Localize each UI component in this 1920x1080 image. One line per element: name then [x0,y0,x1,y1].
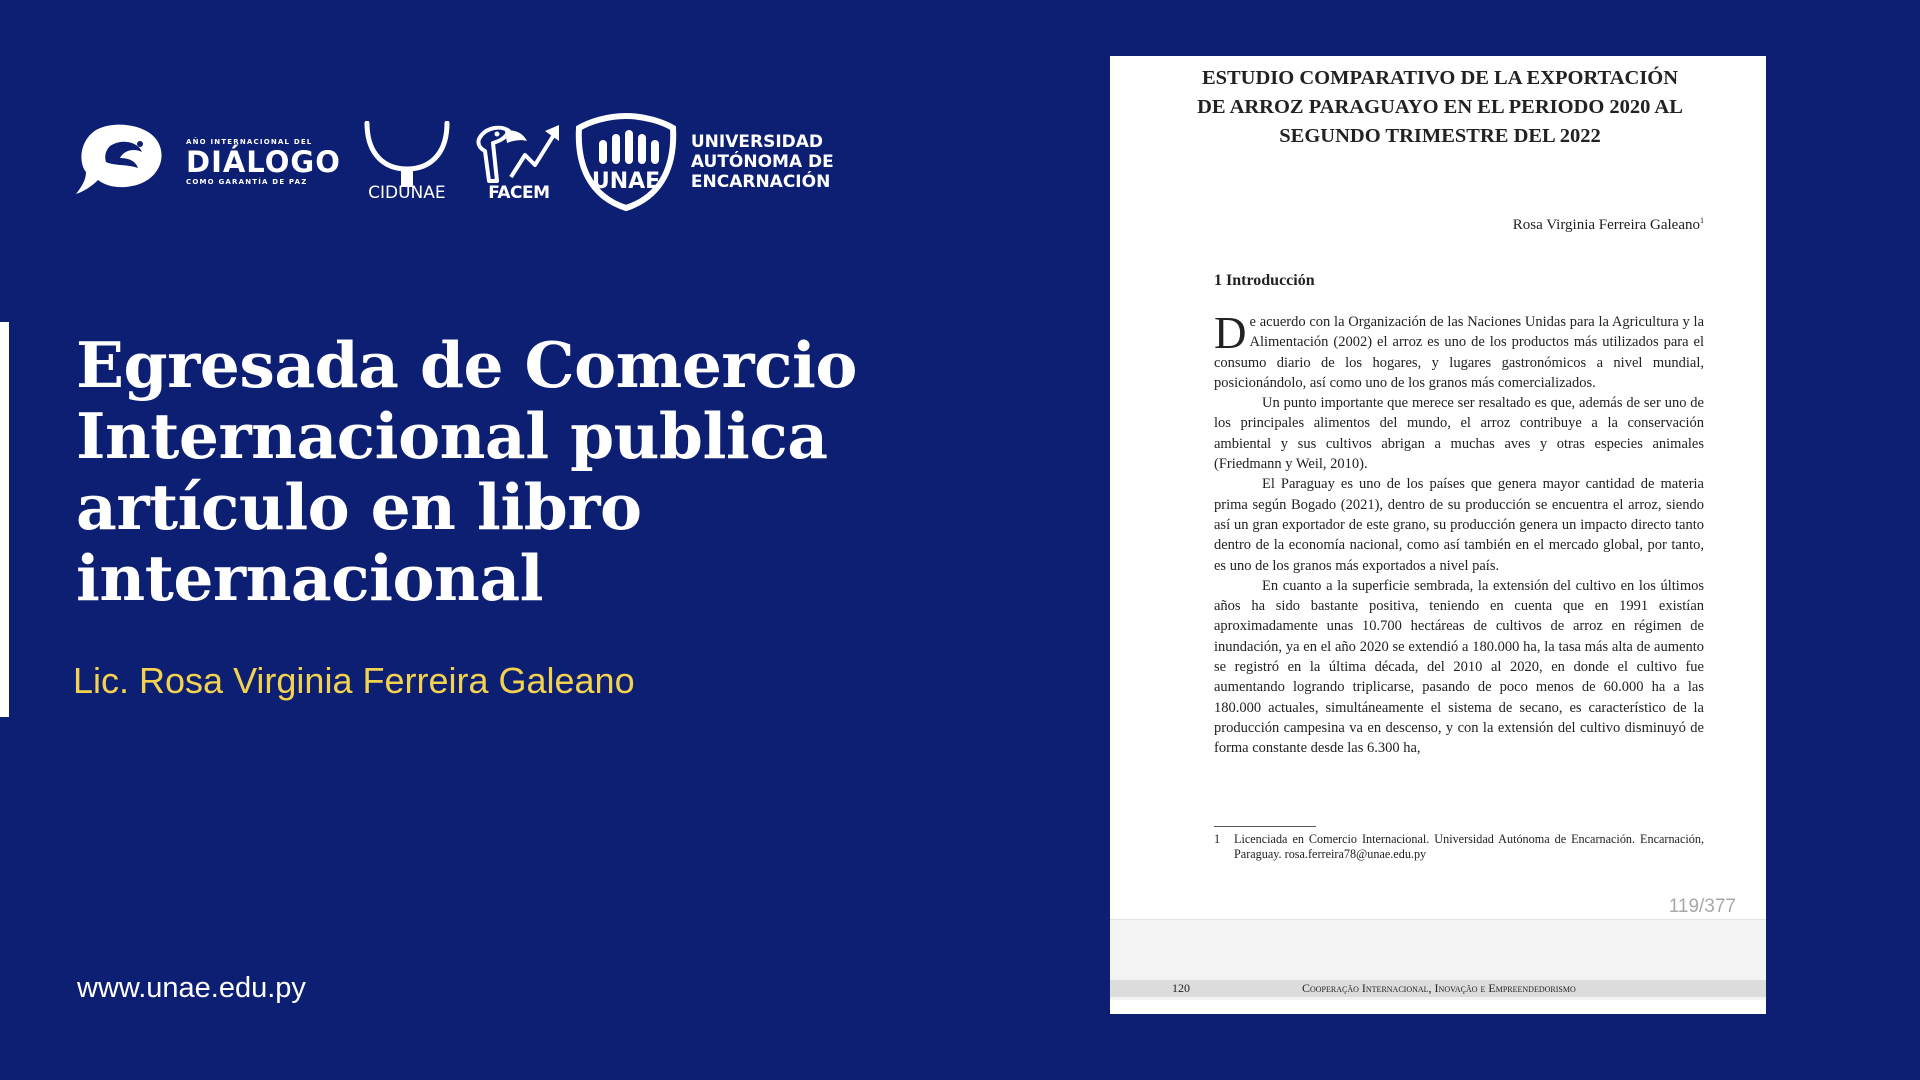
footnote-number: 1 [1214,832,1221,846]
cidunae-emblem-icon [361,121,453,187]
headline: Egresada de Comercio Internacional publica artículo en libro internacional [76,328,857,615]
unae-name-line: AUTÓNOMA DE [690,152,834,172]
next-page-running-footer [1110,980,1766,997]
facem-logo [475,121,563,203]
section-heading: 1 Introducción [1214,272,1315,289]
cidunae-label: CIDUNAE [368,183,446,203]
website-link[interactable]: www.unae.edu.py [77,972,306,1004]
dove-speech-bubble-icon [76,122,180,202]
unae-logo [573,112,834,212]
dialogo-bottom-line: COMO GARANTÍA DE PAZ [186,177,308,186]
paragraph: El Paraguay es uno de los países que genera mayor cantidad de materia prima según Bogado (2021), dentro de su producción se encuentra el arroz, siendo así un gran exportador de este grano, su producción genera un impacto directo tanto dentro de la economía nacional, como así también en el mercado global, por tanto, es uno de los granos más exportados a nivel país. [1214,476,1704,574]
cidunae-logo [361,121,453,203]
footnote [1214,832,1704,862]
footnote-divider [1214,826,1316,827]
unae-name-line: UNIVERSIDAD [690,132,824,152]
dialogo-logo [76,122,341,202]
next-page-running-title: Cooperação Internacional, Inovação e Empreendedorismo [1302,981,1576,995]
toucan-chart-icon [475,121,563,183]
author-name: Lic. Rosa Virginia Ferreira Galeano [73,660,635,701]
dialogo-name: DIÁLOGO [186,144,341,179]
paragraph: En cuanto a la superficie sembrada, la extensión del cultivo en los últimos años ha sido bastante positiva, teniendo en cuenta que en 1991 existían aproximadamente unas 10.700 hectáreas de cultivos de arroz en régimen de inundación, ya en el año 2020 se extendió a 180.000 ha, la tasa más alta de aumento se registró en la última década, del 2010 al 2020, en donde el cultivo fue aumentando logrando triplicarse, pasando de poco menos de 60.000 ha a las 180.000 actuales, simultáneamente el sistema de secano, es característico de la producción campesina va en descenso, y con la extensión del cultivo disminuyó de forma constante desde las 6.300 ha, [1214,577,1704,757]
byline-footnote-ref: 1 [1700,216,1704,225]
document-title: ESTUDIO COMPARATIVO DE LA EXPORTACIÓN DE ARROZ PARAGUAYO EN EL PERIODO 2020 AL SEGUNDO TRIMESTRE DEL 2022 [1197,67,1683,147]
paragraph [1214,308,1704,393]
dialogo-top-line: AÑO INTERNACIONAL DEL [186,137,313,146]
byline-name: Rosa Virginia Ferreira Galeano [1512,217,1700,233]
page-counter: 119/377 [1668,896,1736,917]
document-page [1110,56,1766,1014]
paragraph: Un punto importante que merece ser resaltado es que, además de ser uno de los principales alimentos del mundo, el arroz contribuye a la conservación ambiental y sus cultivos abrigan a muchas aves y otras especies animales (Friedmann y Weil, 2010). [1214,395,1704,473]
document-byline [1513,216,1704,234]
logo-strip [76,112,834,212]
document-body [1214,308,1704,759]
next-page-number: 120 [1172,981,1190,995]
footnote-text: Licenciada en Comercio Internacional. Universidad Autónoma de Encarnación. Encarnación, Paraguay. rosa.ferreira78@unae.edu.py [1234,832,1704,861]
unae-name [691,132,834,192]
unae-name-line: ENCARNACIÓN [690,172,831,192]
paragraph-text: e acuerdo con la Organización de las Naciones Unidas para la Agricultura y la Alimentación (2002) el arroz es uno de los productos más utilizados para el consumo diario de los hogares, y lugares gastronómicos a nivel mundial, posicionándolo, así como uno de los granos más comercializados. [1214,314,1704,391]
dropcap: D [1214,308,1247,358]
unae-shield-icon [573,112,679,212]
accent-bar [0,322,9,717]
facem-label: FACEM [488,183,550,203]
unae-emblem-text: UNAE [591,169,661,194]
